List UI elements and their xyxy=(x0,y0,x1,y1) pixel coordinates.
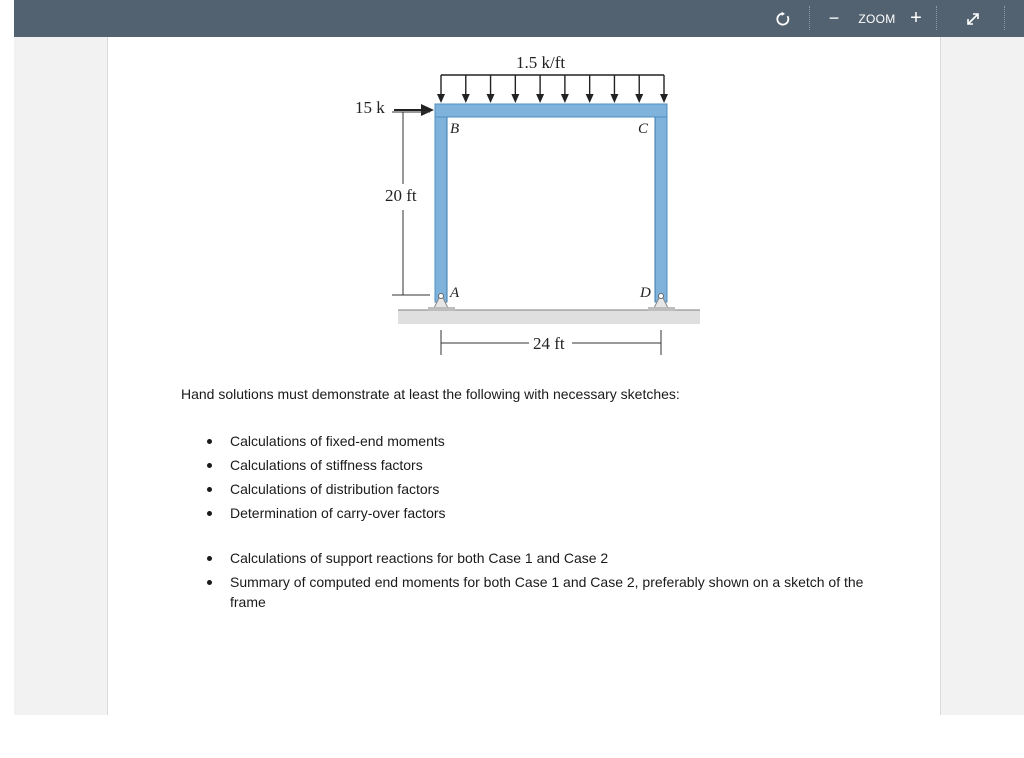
load-arrow xyxy=(660,75,668,103)
list-item: Calculations of distribution factors xyxy=(181,477,870,501)
joint-label-c: C xyxy=(638,121,649,137)
column-ab xyxy=(435,104,447,302)
list-item: Calculations of support reactions for both Case 1 and Case 2 xyxy=(181,546,870,570)
pin-support-d xyxy=(648,294,675,312)
beam-bc xyxy=(435,104,667,117)
list-item: Calculations of stiffness factors xyxy=(181,453,870,477)
distributed-load-arrows xyxy=(437,75,668,103)
zoom-in-button[interactable]: + xyxy=(910,7,922,29)
zoom-out-button[interactable]: − xyxy=(828,8,840,28)
load-arrow xyxy=(561,75,569,103)
load-arrow xyxy=(487,75,495,103)
requirements-list-1 xyxy=(181,429,870,525)
requirements-list-2 xyxy=(181,546,870,612)
list-item: Summary of computed end moments for both Case 1 and Case 2, preferably shown on a sketch of the frame xyxy=(181,572,870,612)
height-label: 20 ft xyxy=(385,186,417,205)
load-arrow xyxy=(511,75,519,103)
joint-label-b: B xyxy=(450,121,460,137)
load-arrow xyxy=(610,75,618,103)
joint-label-d: D xyxy=(640,285,651,301)
list-item: Calculations of fixed-end moments xyxy=(181,429,870,453)
instructions-intro: Hand solutions must demonstrate at least the following with necessary sketches: xyxy=(181,386,680,402)
column-cd xyxy=(655,104,667,302)
load-arrow xyxy=(462,75,470,103)
load-arrow xyxy=(437,75,445,103)
list-item: Determination of carry-over factors xyxy=(181,501,870,525)
load-arrow xyxy=(586,75,594,103)
load-arrow xyxy=(635,75,643,103)
span-label: 24 ft xyxy=(533,334,565,353)
joint-label-a: A xyxy=(450,285,460,301)
load-arrow xyxy=(536,75,544,103)
load-label: 1.5 k/ft xyxy=(516,53,566,72)
force-label: 15 k xyxy=(355,98,385,117)
force-arrow-head xyxy=(421,104,434,116)
zoom-label: ZOOM xyxy=(858,11,896,26)
ground-hatch xyxy=(398,310,700,324)
